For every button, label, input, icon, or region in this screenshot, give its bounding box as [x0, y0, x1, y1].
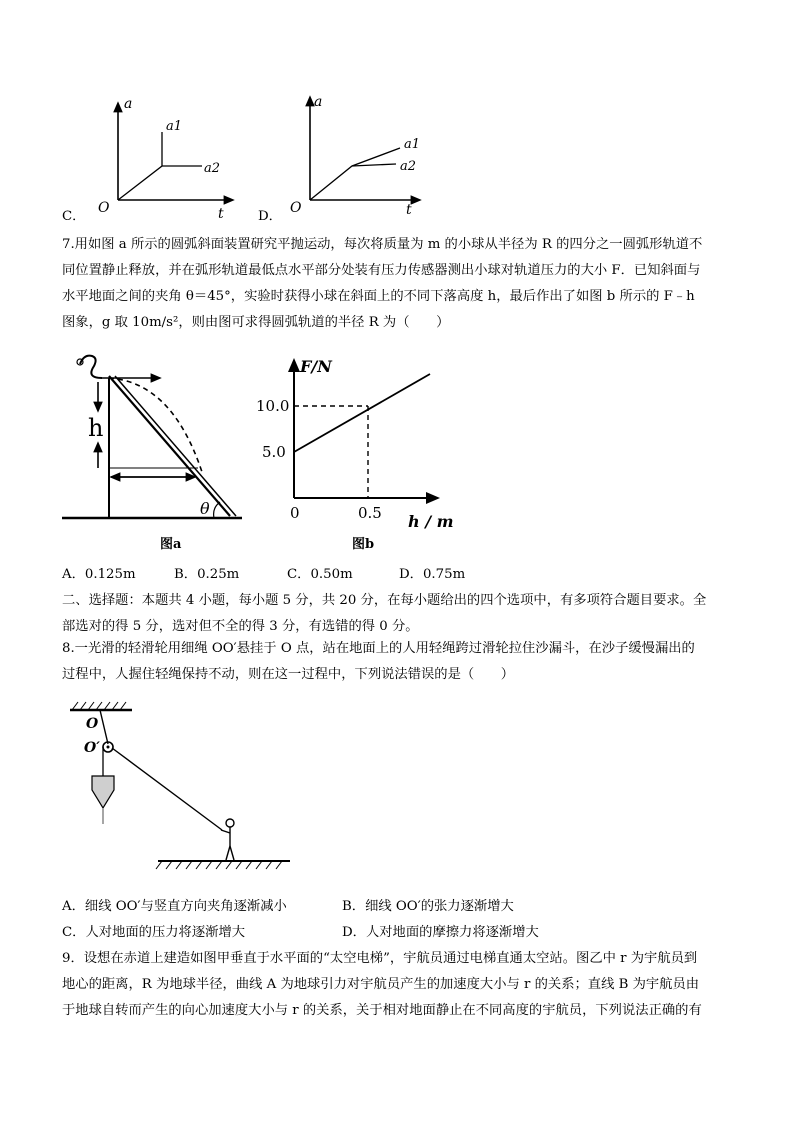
- q7-line-4: 图象，g 取 10m/s²，则由图可求得圆弧轨道的半径 R 为（ ）: [62, 315, 450, 330]
- figure-b-tick-05: 0.5: [358, 504, 382, 522]
- graph-c-label-a1: a1: [166, 119, 183, 134]
- graph-c-curve-a1: [118, 132, 162, 200]
- figure-q8-label-o: O: [86, 716, 99, 732]
- figure-q8-ground-hatch: [156, 861, 282, 869]
- figure-a-incline-edge: [115, 376, 236, 516]
- figure-b-tick-10: 10.0: [256, 397, 290, 415]
- q8-option-a[interactable]: A．细线 OO′与竖直方向夹角逐渐减小: [62, 899, 287, 914]
- figure-q8-pulley-axle: [107, 746, 110, 749]
- graph-c-x-label: t: [218, 206, 224, 222]
- figure-b-caption: 图b: [352, 537, 375, 552]
- figure-b-y-label: F/N: [300, 357, 332, 376]
- figure-b-line: [294, 374, 430, 452]
- q7-option-d[interactable]: D．0.75m: [399, 567, 466, 582]
- graph-c-origin: O: [98, 200, 110, 216]
- graph-d-y-label: a: [314, 94, 323, 110]
- q7-line-3: 水平地面之间的夹角 θ＝45°，实验时获得小球在斜面上的不同下落高度 h，最后作出了如图 b 所示的 F﹣h: [62, 289, 695, 304]
- q8-stem: [62, 636, 738, 688]
- figure-q8-rope-person: [112, 748, 222, 830]
- q8-line-1: 8.一光滑的轻滑轮用细绳 OO′悬挂于 O 点，站在地面上的人用轻绳跨过滑轮拉住沙漏斗，在沙子缓慢漏出的: [62, 641, 695, 656]
- graph-c-label-a2: a2: [204, 161, 221, 176]
- figure-a: [62, 342, 247, 557]
- figure-b-tick-0: 0: [290, 504, 300, 522]
- q9-line-1: 9．设想在赤道上建造如图甲垂直于水平面的“太空电梯”，宇航员通过电梯直通太空站。图乙中 r 为宇航员到: [62, 951, 698, 966]
- q8-option-d[interactable]: D．人对地面的摩擦力将逐渐增大: [342, 925, 539, 940]
- figure-q8-pulley: [62, 700, 302, 872]
- figure-b-x-label: h / m: [408, 512, 454, 531]
- graph-d-curve-a2: [352, 164, 396, 166]
- q8-option-b[interactable]: B．细线 OO′的张力逐渐增大: [342, 899, 514, 914]
- q8-line-2: 过程中，人握住轻绳保持不动，则在这一过程中，下列说法错误的是（ ）: [62, 667, 515, 682]
- section-2-line-1: 二、选择题：本题共 4 小题，每小题 5 分，共 20 分，在每小题给出的四个选项中，有多项符合题目要求。全: [62, 593, 707, 608]
- q9-line-2: 地心的距离，R 为地球半径，曲线 A 为地球引力对宇航员产生的加速度大小与 r 的关系；直线 B 为宇航员由: [62, 977, 700, 992]
- figure-a-theta: θ: [200, 499, 210, 518]
- figure-b-tick-5: 5.0: [262, 443, 286, 461]
- q7-line-1: 7.用如图 a 所示的圆弧斜面装置研究平抛运动，每次将质量为 m 的小球从半径为 R 的四分之一圆弧形轨道不: [62, 237, 703, 252]
- graph-d-curve-a1: [310, 148, 400, 200]
- graph-d: [282, 92, 442, 222]
- figure-b: [252, 352, 472, 557]
- graph-c: [90, 92, 250, 222]
- figure-q8-rope-oo: [100, 710, 108, 744]
- section-2-instructions: [62, 588, 738, 640]
- graph-d-origin: O: [290, 200, 302, 216]
- figure-q8-person: [221, 819, 234, 860]
- graph-d-label-a1: a1: [404, 137, 421, 152]
- figure-a-caption: 图a: [160, 537, 182, 552]
- section-2-line-2: 部选对的得 5 分，选对但不全的得 3 分，有选错的得 0 分。: [62, 619, 419, 634]
- graph-d-x-label: t: [406, 202, 412, 218]
- q7-option-c[interactable]: C．0.50m: [287, 567, 353, 582]
- graph-c-y-label: a: [124, 96, 133, 112]
- figure-a-incline: [109, 376, 230, 516]
- q7-line-2: 同位置静止释放，并在弧形轨道最低点水平部分处装有压力传感器测出小球对轨道压力的大小 F．已知斜面与: [62, 263, 701, 278]
- q7-stem: [62, 232, 738, 336]
- q7-option-a[interactable]: A．0.125m: [62, 567, 136, 582]
- q8-option-c[interactable]: C．人对地面的压力将逐渐增大: [62, 925, 246, 940]
- q9-line-3: 于地球自转而产生的向心加速度大小与 r 的关系，关于相对地面静止在不同高度的宇航员，下列说法正确的有: [62, 1003, 702, 1018]
- figure-q8-sand-funnel: [92, 776, 114, 808]
- graph-d-label-a2: a2: [400, 159, 417, 174]
- q9-stem: [62, 946, 738, 1024]
- figure-q8-label-o-prime: O′: [84, 740, 100, 756]
- figure-a-arc-track: [80, 356, 102, 378]
- figure-a-h-label: h: [88, 414, 104, 442]
- option-c-label: C．: [62, 209, 86, 224]
- q7-option-b[interactable]: B．0.25m: [174, 567, 240, 582]
- option-d-label: D．: [258, 209, 282, 224]
